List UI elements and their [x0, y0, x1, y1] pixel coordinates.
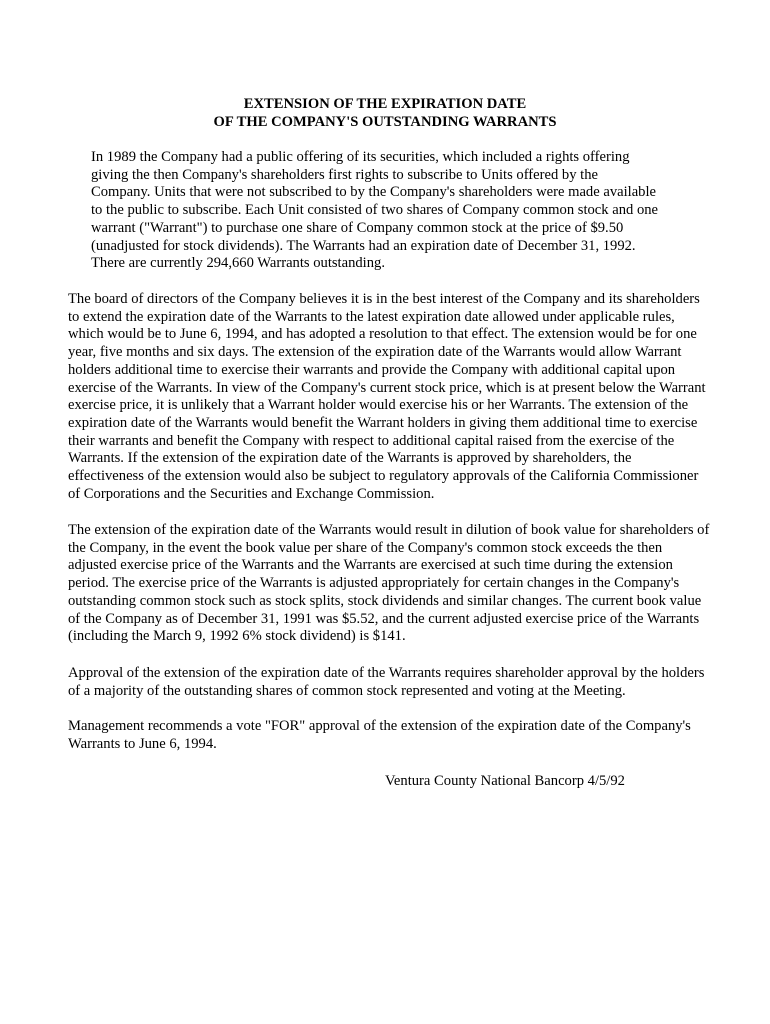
- text-line: of Corporations and the Securities and Exchange Commission.: [68, 485, 435, 502]
- text-line: holders additional time to exercise their warrants and provide the Company with additional capital upon: [68, 361, 676, 378]
- text-line: outstanding common stock such as stock splits, stock dividends and similar changes. The current book value: [68, 592, 702, 609]
- paragraph-recommendation: [68, 718, 691, 753]
- text-line: period. The exercise price of the Warrants is adjusted appropriately for certain changes in the Company's: [68, 575, 680, 592]
- paragraph-intro: [91, 149, 658, 273]
- text-line: In 1989 the Company had a public offering of its securities, which included a rights offering: [91, 149, 630, 165]
- text-line: expiration date of the Warrants would benefit the Warrant holders in giving them additional time to exercise: [68, 414, 698, 431]
- text-line: effectiveness of the extension would also be subject to regulatory approvals of the California Commissioner: [68, 468, 699, 485]
- text-line: There are currently 294,660 Warrants outstanding.: [91, 255, 385, 272]
- signature-line: Ventura County National Bancorp 4/5/92: [385, 773, 625, 789]
- text-line: The extension of the expiration date of the Warrants would result in dilution of book value for shareholders of: [68, 522, 710, 538]
- text-line: to extend the expiration date of the Warrants to the latest expiration date allowed under applicable rules,: [68, 308, 675, 325]
- text-line: warrant ("Warrant") to purchase one share of Company common stock at the price of $9.50: [91, 219, 624, 236]
- text-line: of the Company as of December 31, 1991 was $5.52, and the current adjusted exercise price of the Warrants: [68, 610, 700, 627]
- text-line: Company. Units that were not subscribed to by the Company's shareholders were made available: [91, 184, 657, 201]
- text-line: Approval of the extension of the expiration date of the Warrants requires shareholder approval by the holders: [68, 665, 705, 681]
- text-line: Management recommends a vote "FOR" approval of the extension of the expiration date of the Company's: [68, 718, 691, 734]
- text-line: The board of directors of the Company believes it is in the best interest of the Company and its shareholders: [68, 291, 700, 307]
- text-line: their warrants and benefit the Company with respect to additional capital raised from the exercise of the: [68, 432, 675, 449]
- text-line: Warrants. If the extension of the expiration date of the Warrants is approved by shareholders, the: [68, 450, 632, 467]
- text-line: to the public to subscribe. Each Unit consisted of two shares of Company common stock and one: [91, 202, 659, 219]
- text-line: adjusted exercise price of the Warrants and the Warrants are exercised at such time during the extension: [68, 557, 673, 574]
- paragraph-board: [68, 291, 706, 503]
- paragraph-approval: [68, 665, 704, 700]
- text-line: exercise price, it is unlikely that a Warrant holder would exercise his or her Warrants. The extension of the: [68, 397, 689, 414]
- text-line: exercise of the Warrants. In view of the Company's current stock price, which is at present below the Warrant: [68, 379, 706, 396]
- text-line: of a majority of the outstanding shares of common stock represented and voting at the Meeting.: [68, 682, 626, 699]
- text-line: year, five months and six days. The extension of the expiration date of the Warrants would allow Warrant: [68, 344, 682, 361]
- text-line: (including the March 9, 1992 6% stock dividend) is $141.: [68, 628, 406, 645]
- document-title-line-1: EXTENSION OF THE EXPIRATION DATE: [243, 96, 527, 112]
- text-line: Warrants to June 6, 1994.: [68, 735, 217, 752]
- text-line: the Company, in the event the book value per share of the Company's common stock exceeds the then: [68, 539, 663, 556]
- paragraph-dilution: [68, 522, 709, 646]
- text-line: which would be to June 6, 1994, and has adopted a resolution to that effect. The extension would be for one: [68, 326, 697, 343]
- document-title-line-2: OF THE COMPANY'S OUTSTANDING WARRANTS: [213, 114, 557, 130]
- text-line: (unadjusted for stock dividends). The Warrants had an expiration date of December 31, 1992.: [91, 237, 636, 254]
- text-line: giving the then Company's shareholders first rights to subscribe to Units offered by the: [91, 166, 598, 183]
